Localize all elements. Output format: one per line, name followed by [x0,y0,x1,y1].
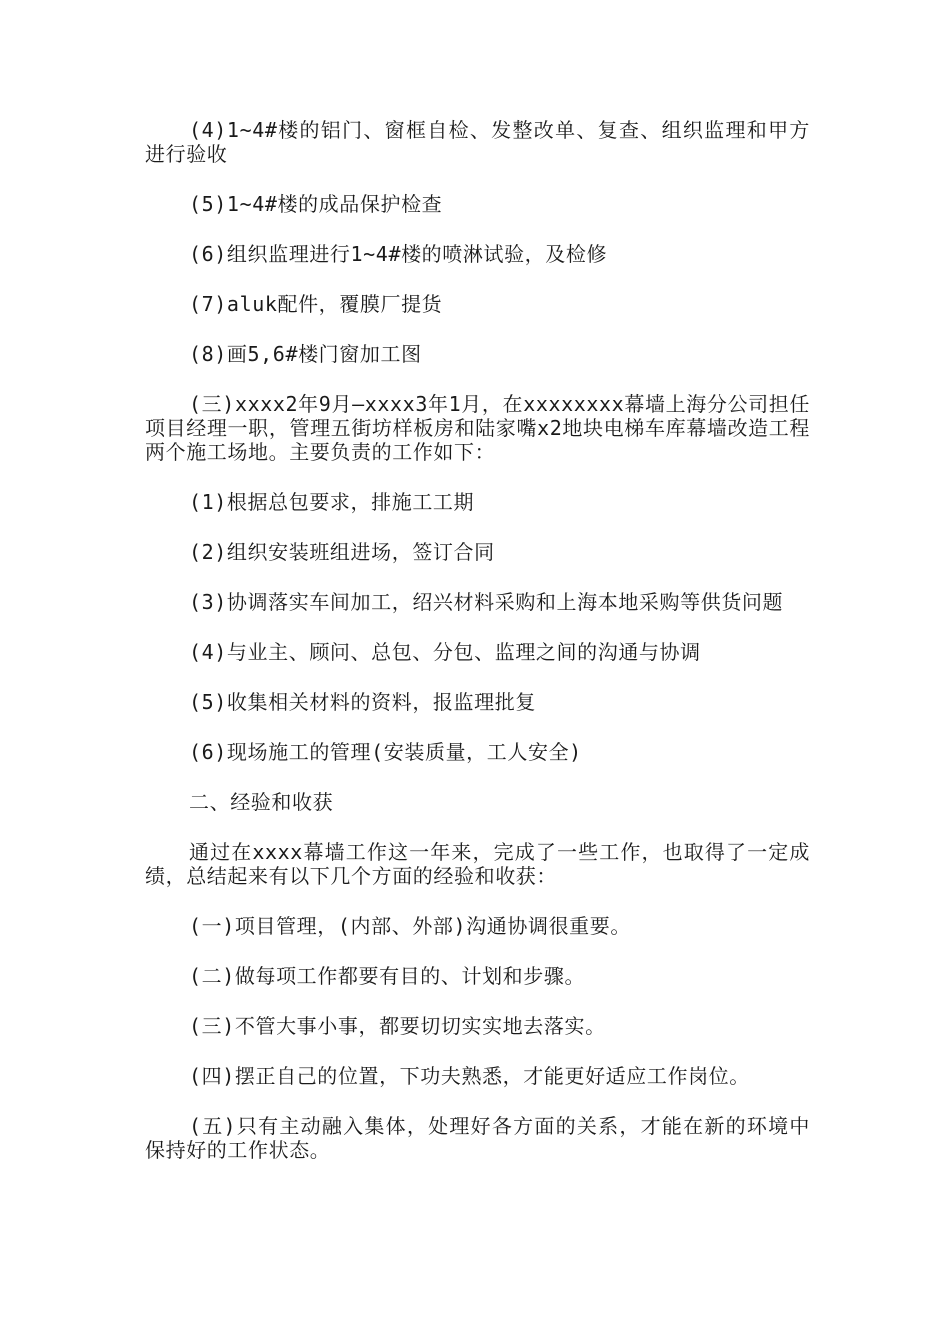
paragraph-lesson-1: (一)项目管理，(内部、外部)沟通协调很重要。 [189,914,631,938]
paragraph-item-8-processing-drawings: (8)画5,6#楼门窗加工图 [189,342,422,366]
paragraph-duty-3-supply: (3)协调落实车间加工，绍兴材料采购和上海本地采购等供货问题 [189,590,784,614]
paragraph-section-3-project-manager: (三)xxxx2年9月—xxxx3年1月，在xxxxxxxx幕墙上海分公司担任项目经理一职，管理五街坊样板房和陆家嘴x2地块电梯车库幕墙改造工程两个施工场地。主要负责的工作如下： [145,392,810,464]
paragraph-item-6-spray-test: (6)组织监理进行1~4#楼的喷淋试验，及检修 [189,242,608,266]
paragraph-duty-4-coordination: (4)与业主、顾问、总包、分包、监理之间的沟通与协调 [189,640,701,664]
paragraph-item-7-aluk-parts: (7)aluk配件，覆膜厂提货 [189,292,443,316]
paragraph-lesson-5: (五)只有主动融入集体，处理好各方面的关系，才能在新的环境中保持好的工作状态。 [145,1114,810,1162]
paragraph-duty-5-materials: (5)收集相关材料的资料，报监理批复 [189,690,536,714]
paragraph-experience-intro: 通过在xxxx幕墙工作这一年来，完成了一些工作，也取得了一定成绩，总结起来有以下几个方面的经验和收获： [145,840,810,888]
paragraph-duty-2-contract: (2)组织安装班组进场，签订合同 [189,540,495,564]
paragraph-lesson-2: (二)做每项工作都要有目的、计划和步骤。 [189,964,586,988]
document-body [145,118,810,1188]
paragraph-item-5-product-protection: (5)1~4#楼的成品保护检查 [189,192,443,216]
paragraph-item-4-aluminum-door-inspection: (4)1~4#楼的铝门、窗框自检、发整改单、复查、组织监理和甲方进行验收 [145,118,810,166]
paragraph-duty-1-schedule: (1)根据总包要求，排施工工期 [189,490,475,514]
paragraph-duty-6-site-management: (6)现场施工的管理(安装质量，工人安全) [189,740,582,764]
section-heading-experience: 二、经验和收获 [189,790,334,814]
paragraph-lesson-3: (三)不管大事小事，都要切切实实地去落实。 [189,1014,606,1038]
paragraph-lesson-4: (四)摆正自己的位置，下功夫熟悉，才能更好适应工作岗位。 [189,1064,750,1088]
